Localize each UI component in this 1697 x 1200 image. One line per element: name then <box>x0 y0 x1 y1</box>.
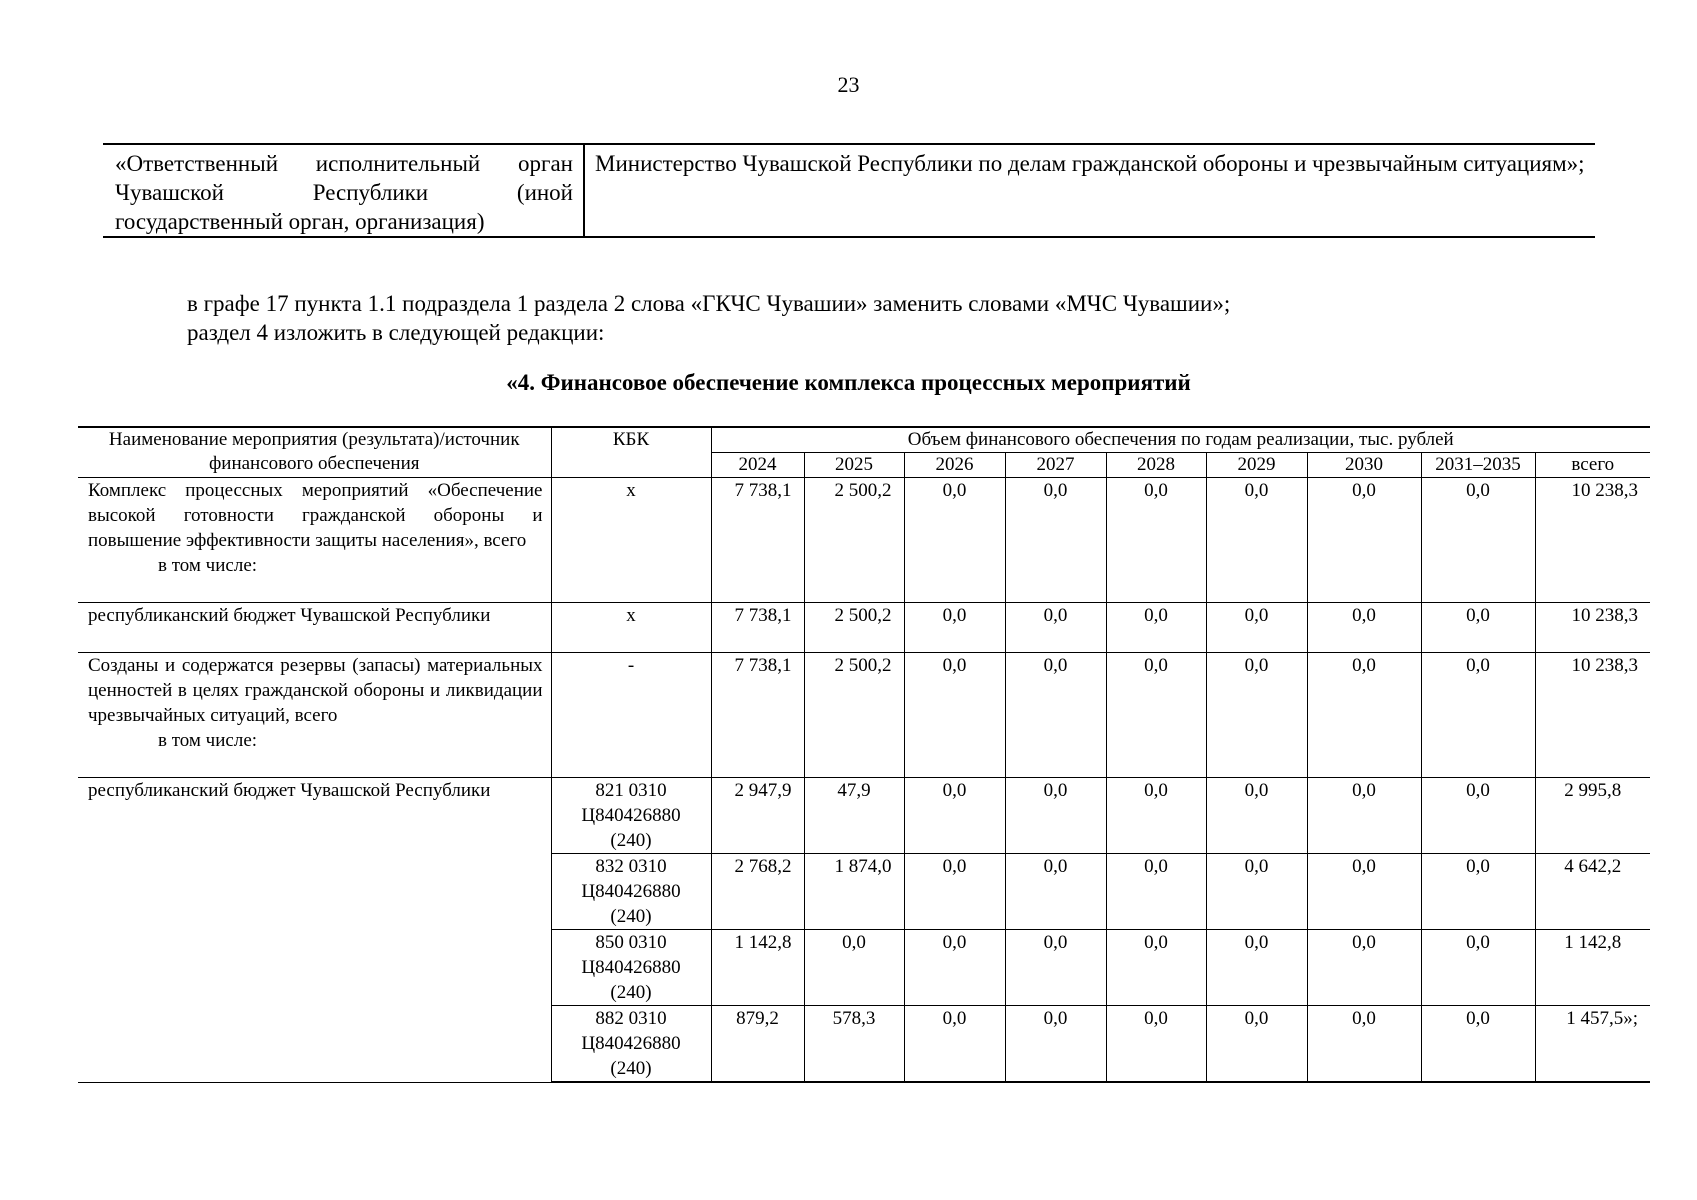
cell-value: 0,0 <box>904 778 1005 854</box>
cell-value: 0,0 <box>1005 1006 1106 1083</box>
cell-value: 0,0 <box>804 930 904 1006</box>
header-total: всего <box>1535 453 1650 478</box>
cell-value: 0,0 <box>904 1006 1005 1083</box>
cell-value: 2 500,2 <box>804 653 904 778</box>
cell-value: 2 947,9 <box>711 778 804 854</box>
row-name: Созданы и содержатся резервы (запасы) материальных ценностей в целях гражданской обороны и ликвидации чрезвычайных ситуаций, всего в том числе: <box>78 653 551 778</box>
cell-value: 0,0 <box>1005 778 1106 854</box>
cell-value: 0,0 <box>1106 653 1206 778</box>
row-name: республиканский бюджет Чувашской Республики <box>78 603 551 653</box>
row-kbk: - <box>551 653 711 778</box>
cell-value: 0,0 <box>1421 778 1535 854</box>
row-kbk: х <box>551 603 711 653</box>
cell-value: 0,0 <box>1421 854 1535 930</box>
table-row <box>78 478 1650 603</box>
cell-value: 0,0 <box>1307 478 1421 603</box>
cell-total: 1 142,8 <box>1535 930 1650 1006</box>
amendment-paragraph-1: в графе 17 пункта 1.1 подраздела 1 раздела 2 слова «ГКЧС Чувашии» заменить словами «МЧС Чувашии»; <box>187 291 1231 316</box>
row-kbk: 850 0310 Ц840426880 (240) <box>551 930 711 1006</box>
executor-value: Министерство Чувашской Республики по делам гражданской обороны и чрезвычайным ситуациям»; <box>595 151 1585 176</box>
cell-value: 0,0 <box>1206 478 1307 603</box>
cell-value: 0,0 <box>1106 603 1206 653</box>
cell-value: 2 500,2 <box>804 478 904 603</box>
header-year: 2025 <box>804 453 904 478</box>
header-year: 2031–2035 <box>1421 453 1535 478</box>
header-name: Наименование мероприятия (результата)/источник финансового обеспечения <box>78 427 551 478</box>
cell-value: 1 142,8 <box>711 930 804 1006</box>
row-kbk: 882 0310 Ц840426880 (240) <box>551 1006 711 1083</box>
cell-value: 0,0 <box>1005 603 1106 653</box>
cell-value: 0,0 <box>1005 930 1106 1006</box>
header-kbk: КБК <box>551 427 711 478</box>
section-title: «4. Финансовое обеспечение комплекса процессных мероприятий <box>506 370 1191 395</box>
header-year: 2029 <box>1206 453 1307 478</box>
cell-value: 7 738,1 <box>711 603 804 653</box>
header-year: 2028 <box>1106 453 1206 478</box>
cell-value: 0,0 <box>1421 930 1535 1006</box>
cell-value: 0,0 <box>1421 603 1535 653</box>
row-name: Комплекс процессных мероприятий «Обеспечение высокой готовности гражданской обороны и повышение эффективности защиты населения», всего в том числе: <box>78 478 551 603</box>
executor-label: «Ответственный исполнительный орган Чувашской Республики (иной государственный орган, организация) <box>103 144 584 237</box>
cell-value: 7 738,1 <box>711 653 804 778</box>
cell-value: 0,0 <box>904 653 1005 778</box>
cell-value: 0,0 <box>1206 653 1307 778</box>
cell-value: 1 874,0 <box>804 854 904 930</box>
cell-value: 0,0 <box>1206 603 1307 653</box>
cell-value: 879,2 <box>711 1006 804 1083</box>
cell-value: 0,0 <box>1005 653 1106 778</box>
cell-value: 7 738,1 <box>711 478 804 603</box>
cell-value: 0,0 <box>1106 778 1206 854</box>
cell-value: 0,0 <box>1307 1006 1421 1083</box>
header-year: 2024 <box>711 453 804 478</box>
cell-value: 0,0 <box>1206 930 1307 1006</box>
row-name: республиканский бюджет Чувашской Республики <box>78 778 551 1083</box>
cell-value: 0,0 <box>1307 653 1421 778</box>
cell-value: 0,0 <box>1421 478 1535 603</box>
cell-total: 10 238,3 <box>1535 653 1650 778</box>
executor-row <box>103 144 1595 237</box>
executor-table <box>103 143 1595 238</box>
table-row <box>78 778 1650 854</box>
row-kbk: 832 0310 Ц840426880 (240) <box>551 854 711 930</box>
header-year: 2030 <box>1307 453 1421 478</box>
cell-value: 0,0 <box>904 478 1005 603</box>
cell-value: 0,0 <box>1106 478 1206 603</box>
cell-total: 1 457,5»; <box>1535 1006 1650 1083</box>
cell-value: 0,0 <box>1421 1006 1535 1083</box>
amendment-paragraph-2: раздел 4 изложить в следующей редакции: <box>187 320 605 345</box>
cell-value: 0,0 <box>1206 854 1307 930</box>
header-volume: Объем финансового обеспечения по годам реализации, тыс. рублей <box>711 427 1650 453</box>
row-kbk: 821 0310 Ц840426880 (240) <box>551 778 711 854</box>
header-row-1 <box>78 427 1650 453</box>
cell-value: 0,0 <box>1307 778 1421 854</box>
cell-value: 578,3 <box>804 1006 904 1083</box>
finance-table <box>78 426 1650 1083</box>
cell-value: 2 500,2 <box>804 603 904 653</box>
cell-value: 0,0 <box>1307 930 1421 1006</box>
page-number: 23 <box>837 72 860 97</box>
cell-value: 47,9 <box>804 778 904 854</box>
cell-value: 0,0 <box>1421 653 1535 778</box>
cell-value: 2 768,2 <box>711 854 804 930</box>
table-row <box>78 653 1650 778</box>
header-year: 2026 <box>904 453 1005 478</box>
row-kbk: х <box>551 478 711 603</box>
cell-value: 0,0 <box>1307 603 1421 653</box>
cell-value: 0,0 <box>1106 854 1206 930</box>
cell-value: 0,0 <box>904 930 1005 1006</box>
cell-total: 10 238,3 <box>1535 603 1650 653</box>
header-year: 2027 <box>1005 453 1106 478</box>
cell-value: 0,0 <box>904 603 1005 653</box>
cell-value: 0,0 <box>1005 854 1106 930</box>
cell-total: 10 238,3 <box>1535 478 1650 603</box>
cell-value: 0,0 <box>1106 1006 1206 1083</box>
cell-total: 4 642,2 <box>1535 854 1650 930</box>
cell-value: 0,0 <box>1106 930 1206 1006</box>
cell-value: 0,0 <box>1307 854 1421 930</box>
cell-value: 0,0 <box>1206 778 1307 854</box>
cell-value: 0,0 <box>1206 1006 1307 1083</box>
cell-value: 0,0 <box>1005 478 1106 603</box>
cell-value: 0,0 <box>904 854 1005 930</box>
table-row <box>78 603 1650 653</box>
cell-total: 2 995,8 <box>1535 778 1650 854</box>
